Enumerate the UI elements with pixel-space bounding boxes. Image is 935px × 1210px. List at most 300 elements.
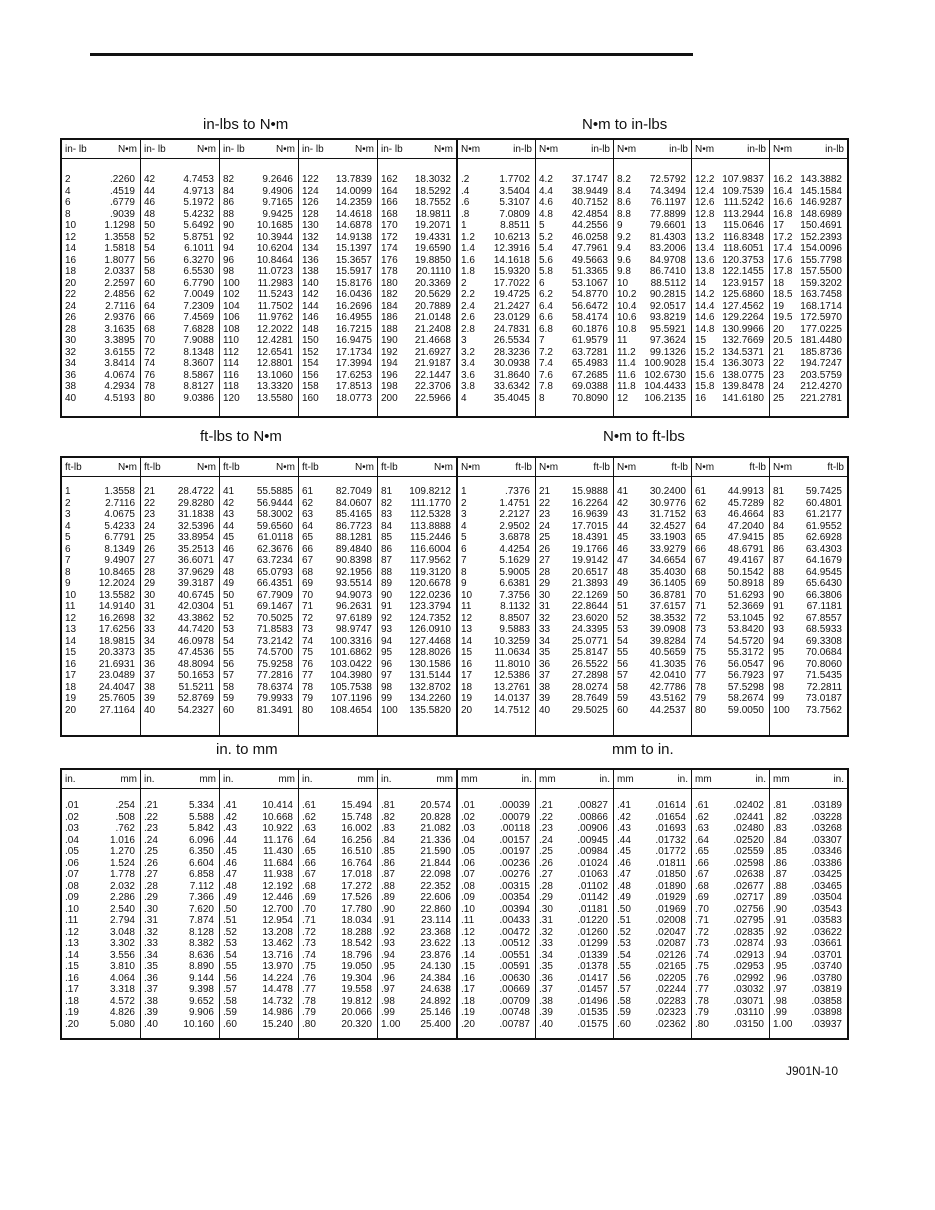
table-row — [65, 670, 137, 682]
converted-value-cell: 10.8465 — [98, 566, 135, 578]
table-row — [381, 255, 453, 267]
converted-value-cell: .01299 — [577, 938, 608, 949]
converted-value-cell: 9.2646 — [262, 174, 293, 185]
converted-value-cell: 22.860 — [420, 903, 451, 915]
converted-value-cell: 1.1298 — [104, 220, 135, 231]
converted-value-cell: 18.034 — [341, 915, 372, 926]
table-row — [539, 950, 610, 962]
input-value-cell: 10 — [65, 589, 77, 601]
converted-value-cell: 106.2135 — [644, 392, 686, 404]
table-row — [302, 613, 374, 625]
input-value-cell: .01 — [461, 800, 475, 811]
converted-value-cell: 22.606 — [420, 892, 451, 903]
table-row — [461, 613, 532, 625]
input-value-cell: 16 — [695, 392, 707, 404]
column-header-unit-to: in-lb — [669, 143, 688, 155]
input-value-cell: 13.4 — [695, 243, 715, 254]
table-row — [539, 381, 610, 393]
converted-value-cell: 10.6204 — [256, 243, 293, 254]
table-row — [461, 973, 532, 985]
converted-value-cell: 93.8219 — [649, 312, 686, 323]
input-value-cell: 92 — [773, 612, 785, 624]
input-value-cell: 32 — [144, 612, 156, 624]
converted-value-cell: 145.1584 — [800, 185, 842, 197]
column-header-unit-to: in-lb — [513, 143, 532, 155]
table-row — [65, 347, 137, 359]
table-row — [617, 915, 688, 927]
column-header — [536, 770, 613, 789]
table-row — [461, 486, 532, 498]
table-row — [65, 521, 137, 533]
converted-value-cell: 54.8770 — [571, 289, 608, 300]
converted-value-cell: 51.6293 — [727, 589, 764, 601]
table-row — [381, 927, 453, 939]
converted-value-cell: .01654 — [655, 811, 686, 823]
converted-value-cell: 26.5522 — [571, 658, 608, 670]
table-row — [461, 197, 532, 209]
table-row — [695, 197, 766, 209]
converted-value-cell: 61.9552 — [805, 520, 842, 532]
column-header-unit-to: mm — [199, 773, 216, 785]
table-column-group — [613, 140, 691, 416]
column-header-unit-from: mm — [617, 773, 634, 785]
input-value-cell: 38 — [65, 381, 77, 392]
table-row — [617, 647, 688, 659]
converted-value-cell: 43.3862 — [177, 612, 214, 624]
column-header — [141, 140, 219, 159]
table-row — [539, 590, 610, 602]
input-value-cell: .85 — [773, 846, 787, 857]
table-row — [461, 301, 532, 313]
converted-value-cell: 8.1349 — [104, 543, 135, 555]
table-row — [461, 358, 532, 370]
input-value-cell: 21 — [144, 486, 156, 497]
converted-value-cell: 13.208 — [262, 926, 293, 938]
table-row — [302, 927, 374, 939]
input-value-cell: 186 — [381, 312, 398, 323]
input-value-cell: 4 — [65, 185, 71, 197]
input-value-cell: 91 — [773, 601, 785, 612]
converted-value-cell: 1.3558 — [104, 486, 135, 497]
table-row — [539, 209, 610, 221]
input-value-cell: 18 — [773, 277, 785, 289]
converted-value-cell: 11.430 — [263, 846, 293, 857]
table-row — [773, 209, 844, 221]
input-value-cell: 11.6 — [617, 369, 636, 381]
table-row — [773, 823, 844, 835]
table-row — [773, 393, 844, 405]
input-value-cell: 78 — [144, 381, 156, 392]
input-value-cell: 82 — [223, 174, 235, 185]
table-row — [539, 961, 610, 973]
input-value-cell: .22 — [144, 811, 158, 823]
converted-value-cell: 21.6927 — [414, 346, 451, 358]
input-value-cell: 12 — [65, 231, 77, 243]
input-value-cell: 44 — [144, 185, 156, 197]
input-value-cell: 2 — [65, 174, 71, 185]
converted-value-cell: 20.3369 — [414, 277, 451, 289]
converted-value-cell: .02835 — [733, 926, 764, 938]
converted-value-cell: 65.4983 — [571, 358, 608, 369]
table-row — [144, 869, 216, 881]
input-value-cell: 130 — [302, 220, 319, 231]
input-value-cell: .60 — [223, 1018, 237, 1030]
table-row — [773, 301, 844, 313]
table-row — [773, 289, 844, 301]
input-value-cell: .75 — [302, 961, 316, 972]
converted-value-cell: 17.526 — [341, 892, 372, 903]
table-row — [65, 232, 137, 244]
table-column-group — [458, 458, 535, 735]
column-header — [614, 140, 691, 159]
input-value-cell: .52 — [223, 926, 237, 938]
input-value-cell: 6 — [539, 277, 545, 289]
table-column-group — [769, 770, 847, 1038]
input-value-cell: .55 — [223, 961, 237, 972]
converted-value-cell: 42.0410 — [649, 670, 686, 681]
table-row — [223, 835, 295, 847]
converted-value-cell: .02795 — [733, 915, 764, 926]
input-value-cell: .29 — [144, 892, 158, 903]
table-row — [461, 590, 532, 602]
converted-value-cell: 8.382 — [188, 938, 214, 949]
input-value-cell: 2 — [461, 497, 467, 509]
converted-value-cell: .03071 — [733, 995, 764, 1007]
converted-value-cell: 185.8736 — [800, 346, 842, 358]
converted-value-cell: .02205 — [655, 972, 686, 984]
converted-value-cell: 13.716 — [262, 949, 293, 961]
converted-value-cell: 18.3032 — [414, 174, 451, 185]
input-value-cell: 136 — [302, 254, 319, 266]
converted-value-cell: 13.1060 — [256, 369, 293, 381]
converted-value-cell: 70.8060 — [805, 658, 842, 670]
converted-value-cell: 103.0422 — [330, 658, 372, 670]
converted-value-cell: 23.0129 — [493, 312, 530, 323]
table-row — [65, 486, 137, 498]
input-value-cell: 77 — [302, 670, 314, 681]
input-value-cell: .28 — [144, 880, 158, 892]
input-value-cell: .66 — [302, 857, 316, 869]
converted-value-cell: 9.4906 — [262, 185, 293, 197]
converted-value-cell: 113.8888 — [410, 520, 451, 532]
table-row — [695, 381, 766, 393]
input-value-cell: .72 — [695, 926, 709, 938]
converted-value-cell: 40.5659 — [649, 647, 686, 658]
table-row — [144, 289, 216, 301]
input-value-cell: 12.8 — [695, 208, 715, 220]
input-value-cell: 92 — [381, 612, 393, 624]
input-value-cell: 162 — [381, 174, 398, 185]
input-value-cell: .97 — [381, 984, 395, 995]
table-row — [773, 892, 844, 904]
converted-value-cell: .01732 — [655, 834, 686, 846]
converted-value-cell: 5.842 — [188, 823, 214, 834]
converted-value-cell: 47.2040 — [727, 520, 764, 532]
input-value-cell: 62 — [144, 289, 156, 300]
table-row — [223, 601, 295, 613]
table-column-group — [219, 458, 298, 735]
input-value-cell: .92 — [773, 926, 787, 938]
converted-value-cell: 2.4856 — [104, 289, 135, 300]
table-row — [461, 858, 532, 870]
table-row — [773, 174, 844, 186]
input-value-cell: .91 — [773, 915, 787, 926]
input-value-cell: 10 — [65, 220, 77, 231]
input-value-cell: 38 — [144, 681, 156, 693]
input-value-cell: 76 — [144, 369, 156, 381]
converted-value-cell: 85.4165 — [335, 509, 372, 520]
table-row — [223, 869, 295, 881]
converted-value-cell: .02047 — [655, 926, 686, 938]
converted-value-cell: 30.2400 — [649, 486, 686, 497]
converted-value-cell: 122.1455 — [722, 266, 764, 277]
table-row — [302, 659, 374, 671]
table-row — [381, 1019, 453, 1031]
table-row — [695, 613, 766, 625]
converted-value-cell: .9039 — [109, 208, 135, 220]
table-row — [65, 509, 137, 521]
table-row — [223, 846, 295, 858]
table-column-group — [62, 458, 140, 735]
input-value-cell: 16.6 — [773, 197, 793, 208]
converted-value-cell: .02126 — [655, 949, 686, 961]
converted-value-cell: 23.368 — [420, 926, 451, 938]
table-row — [617, 197, 688, 209]
converted-value-cell: 73.2142 — [256, 635, 293, 647]
input-value-cell: 34 — [65, 358, 77, 369]
input-value-cell: .90 — [773, 903, 787, 915]
input-value-cell: 53 — [617, 624, 629, 635]
table-row — [65, 266, 137, 278]
converted-value-cell: 9.398 — [188, 984, 214, 995]
converted-value-cell: 3.6155 — [104, 346, 135, 358]
column-header-unit-from: ft-lb — [144, 461, 161, 473]
input-value-cell: .21 — [144, 800, 158, 811]
input-value-cell: 29 — [539, 578, 551, 589]
table-row — [223, 647, 295, 659]
column-header-unit-from: in. — [381, 773, 392, 785]
input-value-cell: .39 — [144, 1007, 158, 1018]
table-row — [695, 1019, 766, 1031]
converted-value-cell: 120.3753 — [722, 254, 764, 266]
converted-value-cell: 7.874 — [188, 915, 214, 926]
table-row — [617, 682, 688, 694]
table-row — [539, 174, 610, 186]
converted-value-cell: 20.828 — [420, 811, 451, 823]
input-value-cell: .53 — [617, 938, 631, 949]
converted-value-cell: .01102 — [578, 880, 608, 892]
table-row — [223, 393, 295, 405]
table-row — [617, 1007, 688, 1019]
column-header-unit-from: in- lb — [381, 143, 403, 155]
table-row — [617, 335, 688, 347]
input-value-cell: .07 — [461, 869, 475, 880]
column-header-unit-to: ft-lb — [671, 461, 688, 473]
converted-value-cell: 12.192 — [262, 880, 293, 892]
converted-value-cell: 59.7425 — [805, 486, 842, 497]
input-value-cell: 25 — [144, 532, 156, 543]
converted-value-cell: 73.7562 — [805, 704, 842, 716]
table-row — [381, 578, 453, 590]
converted-value-cell: .02520 — [733, 834, 764, 846]
table-row — [144, 904, 216, 916]
table-row — [539, 544, 610, 556]
table-row — [773, 567, 844, 579]
table-row — [65, 370, 137, 382]
input-value-cell: .06 — [461, 857, 475, 869]
table-row — [773, 927, 844, 939]
input-value-cell: 86 — [223, 197, 235, 208]
column-header — [692, 140, 769, 159]
table-row — [539, 904, 610, 916]
input-value-cell: 1 — [65, 486, 71, 497]
input-value-cell: 84 — [773, 520, 785, 532]
converted-value-cell: 6.5530 — [183, 266, 214, 277]
table-row — [381, 186, 453, 198]
input-value-cell: 96 — [773, 658, 785, 670]
input-value-cell: 48 — [223, 566, 235, 578]
input-value-cell: 9 — [65, 578, 71, 589]
converted-value-cell: 67.1181 — [806, 601, 842, 612]
table-row — [695, 220, 766, 232]
converted-value-cell: .02283 — [655, 995, 686, 1007]
table-row — [302, 636, 374, 648]
table-row — [617, 613, 688, 625]
input-value-cell: .47 — [223, 869, 237, 880]
table-row — [617, 938, 688, 950]
table-row — [381, 613, 453, 625]
input-value-cell: 72 — [144, 346, 156, 358]
table-row — [539, 984, 610, 996]
converted-value-cell: 19.8850 — [414, 254, 451, 266]
input-value-cell: 10 — [617, 277, 629, 289]
input-value-cell: 79 — [695, 693, 707, 704]
table-row — [695, 705, 766, 717]
input-value-cell: 70 — [302, 589, 314, 601]
converted-value-cell: 14.986 — [262, 1007, 293, 1018]
table-column-group — [62, 140, 140, 416]
input-value-cell: .41 — [617, 800, 631, 811]
converted-value-cell: 51.3365 — [571, 266, 608, 277]
converted-value-cell: 20.574 — [420, 800, 451, 811]
table-row — [695, 555, 766, 567]
table-row — [773, 973, 844, 985]
input-value-cell: .98 — [773, 995, 787, 1007]
table-row — [773, 705, 844, 717]
converted-value-cell: 172.5970 — [800, 312, 842, 323]
converted-value-cell: .03701 — [811, 949, 842, 961]
converted-value-cell: 69.3308 — [805, 635, 842, 647]
table-row — [144, 950, 216, 962]
input-value-cell: .57 — [223, 984, 237, 995]
input-value-cell: 7 — [65, 555, 71, 566]
input-value-cell: 93 — [381, 624, 393, 635]
converted-value-cell: 79.9933 — [256, 693, 293, 704]
input-value-cell: 43 — [617, 509, 629, 520]
table-row — [461, 938, 532, 950]
column-header-unit-to: ft-lb — [515, 461, 532, 473]
input-value-cell: 6.8 — [539, 323, 553, 335]
table-row — [381, 881, 453, 893]
converted-value-cell: 16.4955 — [335, 312, 372, 323]
input-value-cell: .86 — [773, 857, 787, 869]
converted-value-cell: 12.5386 — [493, 670, 530, 681]
input-value-cell: 29 — [144, 578, 156, 589]
table-row — [223, 961, 295, 973]
input-value-cell: .04 — [65, 834, 79, 846]
converted-value-cell: 7.2309 — [183, 300, 214, 312]
input-value-cell: 74 — [144, 358, 156, 369]
table-column-group — [458, 770, 535, 1038]
input-value-cell: .73 — [302, 938, 316, 949]
table-row — [144, 209, 216, 221]
converted-value-cell: 94.9073 — [335, 589, 372, 601]
table-row — [144, 613, 216, 625]
converted-value-cell: .02441 — [733, 811, 764, 823]
table-column-group — [219, 770, 298, 1038]
converted-value-cell: 76.1197 — [650, 197, 686, 208]
converted-value-cell: 18.542 — [341, 938, 372, 949]
column-header-unit-to: N•m — [117, 461, 137, 473]
input-value-cell: .59 — [223, 1007, 237, 1018]
table-row — [65, 220, 137, 232]
input-value-cell: .68 — [302, 880, 316, 892]
table-row — [539, 636, 610, 648]
table-row — [461, 289, 532, 301]
table-row — [695, 984, 766, 996]
converted-value-cell: 3.1635 — [104, 323, 135, 335]
input-value-cell: .20 — [65, 1018, 79, 1030]
table-row — [695, 532, 766, 544]
converted-value-cell: 18.9811 — [415, 208, 451, 220]
converted-value-cell: 13.462 — [262, 938, 293, 949]
table-row — [381, 232, 453, 244]
input-value-cell: 12.6 — [695, 197, 715, 208]
table-row — [302, 381, 374, 393]
table-row — [302, 486, 374, 498]
table-row — [461, 544, 532, 556]
converted-value-cell: 10.8464 — [256, 254, 293, 266]
input-value-cell: 81 — [773, 486, 785, 497]
table-row — [381, 347, 453, 359]
converted-value-cell: 113.2944 — [723, 208, 764, 220]
input-value-cell: 48 — [144, 208, 156, 220]
converted-value-cell: .02756 — [733, 903, 764, 915]
table-row — [65, 174, 137, 186]
table-row — [65, 705, 137, 717]
converted-value-cell: 17.7022 — [493, 277, 530, 289]
input-value-cell: 15.2 — [695, 346, 715, 358]
table-row — [461, 578, 532, 590]
input-value-cell: 74 — [695, 635, 707, 647]
table-row — [144, 892, 216, 904]
converted-value-cell: 19.2071 — [414, 220, 451, 231]
table-row — [617, 220, 688, 232]
input-value-cell: 95 — [773, 647, 785, 658]
converted-value-cell: 31.7152 — [649, 509, 686, 520]
converted-value-cell: 127.4468 — [409, 635, 451, 647]
table-row — [617, 393, 688, 405]
converted-value-cell: .00945 — [577, 834, 608, 846]
converted-value-cell: 60.4801 — [805, 497, 842, 509]
figure-code: J901N-10 — [786, 1064, 839, 1078]
input-value-cell: .36 — [539, 972, 553, 984]
converted-value-cell: 10.160 — [183, 1018, 214, 1030]
converted-value-cell: 2.2127 — [499, 509, 530, 520]
converted-value-cell: 18.7552 — [414, 197, 451, 208]
input-value-cell: 90 — [223, 220, 235, 231]
input-value-cell: 16 — [65, 254, 77, 266]
